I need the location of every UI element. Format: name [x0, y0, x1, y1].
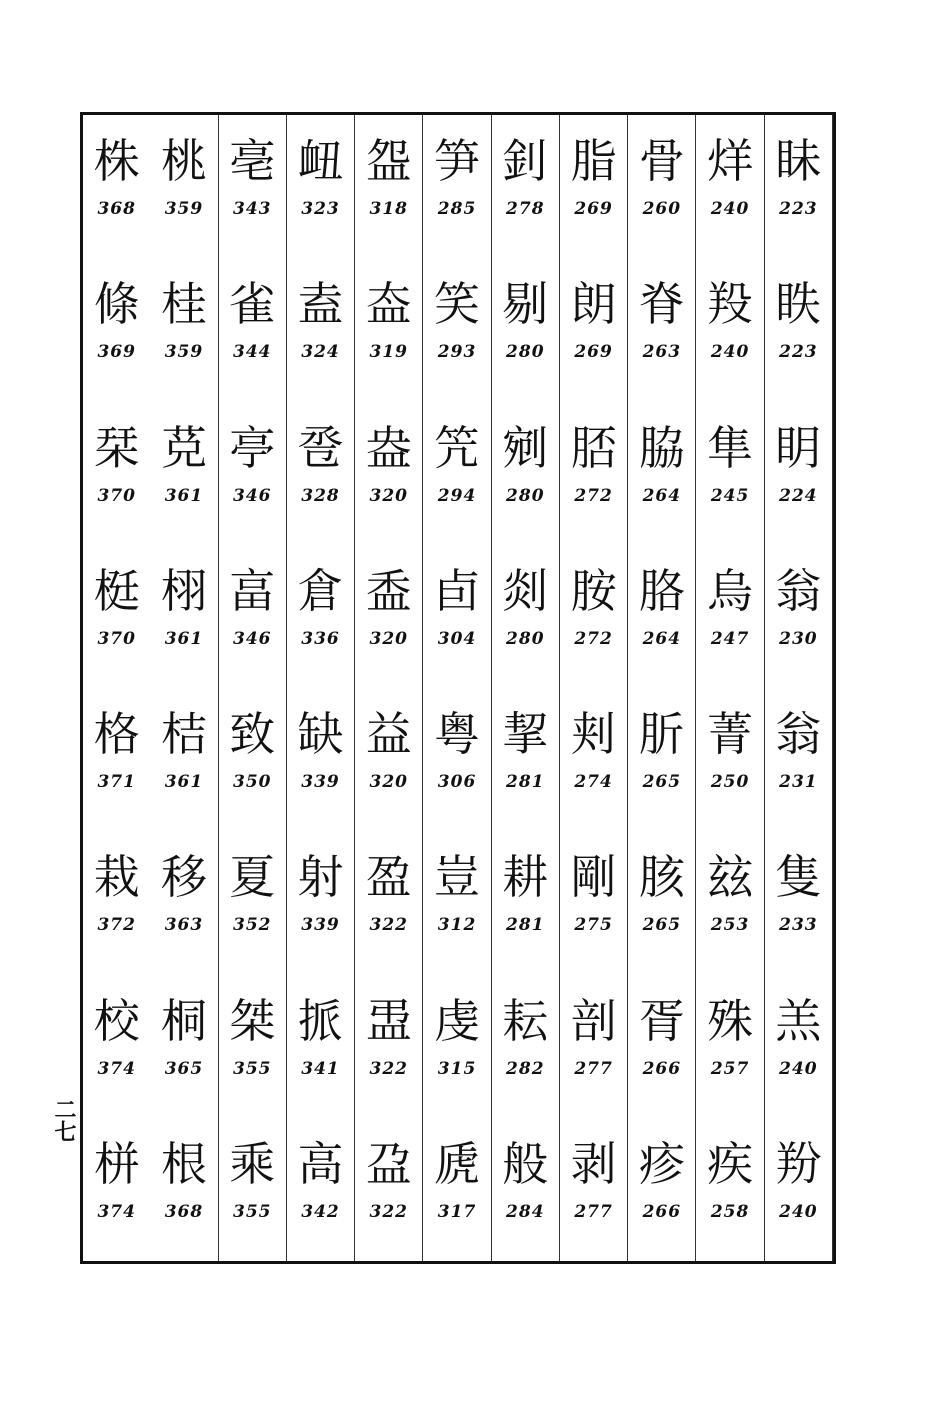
entry-character: 倉 — [297, 563, 344, 618]
index-entry — [492, 115, 559, 258]
entry-character: 眀 — [775, 420, 822, 475]
index-entry — [696, 258, 763, 401]
entry-character: 株 — [93, 134, 140, 188]
index-entry — [765, 688, 832, 831]
entry-character: 粤 — [434, 707, 481, 761]
entry-page-number: 230 — [779, 628, 818, 649]
entry-character: 盌 — [365, 134, 412, 188]
entry-page-number: 370 — [97, 485, 136, 506]
entry-page-number: 372 — [97, 915, 136, 936]
page-number: 二七 — [51, 1098, 76, 1142]
index-entry — [355, 831, 422, 974]
entry-character: 條 — [93, 277, 140, 332]
index-entry — [83, 402, 150, 545]
entry-character: 莌 — [160, 420, 207, 475]
index-entry — [765, 975, 832, 1118]
index-entry — [150, 402, 217, 545]
index-entry — [423, 688, 490, 831]
entry-page-number: 355 — [232, 1201, 272, 1222]
entry-page-number: 336 — [301, 628, 340, 649]
entry-page-number: 257 — [710, 1058, 750, 1079]
entry-page-number: 350 — [232, 772, 272, 792]
index-entry — [696, 115, 763, 258]
entry-character: 缺 — [297, 707, 344, 761]
index-entry — [560, 975, 627, 1118]
entry-character: 胺 — [570, 563, 617, 618]
entry-character: 射 — [297, 850, 344, 905]
entry-page-number: 284 — [506, 1201, 545, 1222]
index-column — [83, 115, 150, 1261]
entry-character: 隼 — [707, 420, 754, 475]
index-entry — [560, 258, 627, 401]
entry-character: 剖 — [570, 993, 617, 1048]
index-column — [560, 115, 628, 1261]
entry-character: 栞 — [93, 420, 140, 475]
index-entry — [560, 831, 627, 974]
index-entry — [696, 1118, 763, 1261]
entry-character: 脇 — [638, 420, 685, 475]
entry-page-number: 352 — [232, 915, 272, 936]
entry-page-number: 346 — [232, 628, 272, 649]
index-entry — [355, 545, 422, 688]
index-entry — [765, 545, 832, 688]
index-column — [219, 115, 287, 1261]
entry-character: 胲 — [638, 850, 685, 905]
entry-character: 虒 — [434, 1136, 481, 1191]
entry-character: 笑 — [434, 277, 481, 332]
entry-page-number: 245 — [710, 485, 750, 506]
entry-page-number: 285 — [437, 199, 477, 219]
entry-character: 剔 — [502, 277, 549, 332]
entry-page-number: 265 — [642, 915, 682, 936]
entry-page-number: 342 — [301, 1201, 340, 1222]
entry-page-number: 304 — [437, 628, 477, 649]
entry-page-number: 266 — [642, 1058, 682, 1079]
entry-character: 脴 — [570, 420, 617, 475]
index-entry — [696, 975, 763, 1118]
entry-page-number: 272 — [574, 628, 613, 649]
entry-page-number: 371 — [97, 772, 136, 792]
entry-page-number: 355 — [232, 1058, 272, 1079]
index-entry — [150, 115, 217, 258]
entry-page-number: 275 — [574, 915, 613, 936]
entry-page-number: 240 — [710, 342, 750, 363]
entry-page-number: 277 — [574, 1058, 613, 1079]
entry-page-number: 265 — [642, 772, 682, 792]
entry-character: 脊 — [638, 277, 685, 332]
entry-page-number: 274 — [574, 772, 613, 792]
index-entry — [696, 831, 763, 974]
index-entry — [423, 975, 490, 1118]
index-entry — [696, 545, 763, 688]
entry-character: 桐 — [160, 993, 207, 1048]
index-entry — [560, 115, 627, 258]
index-entry — [83, 688, 150, 831]
entry-character: 挀 — [297, 993, 344, 1048]
entry-character: 移 — [160, 850, 207, 905]
index-entry — [628, 688, 695, 831]
entry-page-number: 363 — [164, 915, 204, 936]
entry-character: 盇 — [365, 277, 412, 332]
index-entry — [355, 258, 422, 401]
index-entry — [696, 688, 763, 831]
index-entry — [219, 402, 286, 545]
entry-character: 栟 — [93, 1136, 140, 1191]
index-entry — [150, 1118, 217, 1261]
index-entry — [83, 545, 150, 688]
entry-page-number: 374 — [97, 1201, 136, 1222]
entry-page-number: 263 — [642, 342, 682, 363]
entry-page-number: 320 — [369, 772, 409, 792]
entry-character: 朗 — [570, 277, 617, 332]
index-entry — [628, 1118, 695, 1261]
index-entry — [423, 1118, 490, 1261]
entry-page-number: 320 — [369, 628, 409, 649]
entry-character: 桂 — [160, 277, 207, 332]
entry-character: 亳 — [229, 134, 276, 188]
index-entry — [628, 402, 695, 545]
entry-character: 盍 — [297, 277, 344, 332]
entry-page-number: 319 — [369, 342, 409, 363]
index-entry — [83, 831, 150, 974]
entry-page-number: 322 — [369, 915, 409, 936]
entry-page-number: 269 — [574, 342, 613, 363]
entry-page-number: 223 — [779, 199, 818, 219]
entry-character: 亭 — [229, 420, 276, 475]
index-column — [423, 115, 491, 1261]
entry-page-number: 339 — [301, 915, 340, 936]
index-entry — [150, 258, 217, 401]
entry-character: 栩 — [160, 563, 207, 618]
index-entry — [492, 402, 559, 545]
entry-page-number: 272 — [574, 485, 613, 506]
entry-page-number: 359 — [164, 342, 204, 363]
entry-character: 盉 — [365, 563, 412, 618]
entry-character: 翁 — [775, 563, 822, 618]
entry-character: 梃 — [93, 563, 140, 618]
index-column — [628, 115, 696, 1261]
entry-character: 盎 — [365, 420, 412, 475]
entry-page-number: 341 — [301, 1058, 340, 1079]
entry-character: 剡 — [502, 563, 549, 618]
entry-page-number: 369 — [97, 342, 136, 363]
entry-character: 雀 — [229, 277, 276, 332]
entry-page-number: 280 — [506, 485, 545, 506]
entry-character: 盁 — [365, 1136, 412, 1191]
entry-page-number: 318 — [369, 199, 409, 219]
index-entry — [83, 975, 150, 1118]
index-entry — [287, 402, 354, 545]
entry-page-number: 278 — [506, 199, 545, 219]
entry-character: 玆 — [707, 850, 754, 905]
entry-character: 胳 — [638, 563, 685, 618]
entry-character: 栽 — [93, 850, 140, 905]
index-entry — [219, 975, 286, 1118]
entry-page-number: 258 — [710, 1201, 750, 1222]
entry-character: 疹 — [638, 1136, 685, 1191]
entry-character: 乘 — [229, 1136, 276, 1191]
entry-page-number: 247 — [710, 628, 750, 649]
entry-character: 殊 — [707, 993, 754, 1048]
entry-character: 烊 — [707, 134, 754, 188]
index-entry — [287, 545, 354, 688]
index-entry — [628, 975, 695, 1118]
entry-page-number: 293 — [437, 342, 477, 363]
index-column — [287, 115, 355, 1261]
entry-page-number: 361 — [164, 485, 204, 506]
index-entry — [492, 258, 559, 401]
entry-character: 羖 — [707, 277, 754, 332]
entry-character: 卣 — [434, 563, 481, 618]
index-entry — [765, 831, 832, 974]
entry-character: 卺 — [297, 420, 344, 475]
index-entry — [287, 688, 354, 831]
entry-character: 笐 — [434, 420, 481, 475]
entry-character: 烏 — [707, 563, 754, 618]
entry-character: 格 — [93, 707, 140, 761]
entry-character: 胥 — [638, 993, 685, 1048]
entry-character: 釗 — [502, 134, 549, 188]
entry-character: 隻 — [775, 850, 822, 905]
entry-page-number: 264 — [642, 485, 682, 506]
entry-character: 夏 — [229, 850, 276, 905]
entry-character: 盄 — [365, 993, 412, 1048]
entry-page-number: 260 — [642, 199, 682, 219]
entry-character: 疾 — [707, 1136, 754, 1191]
entry-character: 羔 — [775, 993, 822, 1048]
entry-character: 桃 — [160, 134, 207, 188]
index-entry — [150, 831, 217, 974]
entry-character: 般 — [502, 1136, 549, 1191]
entry-character: 笋 — [434, 134, 481, 188]
entry-page-number: 280 — [506, 628, 545, 649]
entry-page-number: 223 — [779, 342, 818, 363]
index-entry — [287, 1118, 354, 1261]
index-entry — [83, 1118, 150, 1261]
entry-character: 豈 — [434, 850, 481, 905]
entry-page-number: 320 — [369, 485, 409, 506]
entry-character: 耕 — [502, 850, 549, 905]
entry-page-number: 269 — [574, 199, 613, 219]
entry-page-number: 281 — [506, 772, 545, 792]
entry-character: 菁 — [707, 707, 754, 761]
index-entry — [628, 115, 695, 258]
entry-page-number: 361 — [164, 628, 204, 649]
entry-page-number: 365 — [164, 1058, 204, 1079]
index-entry — [150, 975, 217, 1118]
entry-character: 桔 — [160, 707, 207, 761]
index-column — [492, 115, 560, 1261]
index-entry — [423, 115, 490, 258]
entry-character: 校 — [93, 993, 140, 1048]
entry-page-number: 280 — [506, 342, 545, 363]
index-entry — [219, 545, 286, 688]
index-entry — [355, 115, 422, 258]
entry-character: 骨 — [638, 134, 685, 188]
index-entry — [423, 831, 490, 974]
index-entry — [219, 115, 286, 258]
entry-page-number: 281 — [506, 915, 545, 936]
entry-character: 挈 — [502, 707, 549, 761]
index-entry — [287, 115, 354, 258]
index-entry — [696, 402, 763, 545]
index-entry — [492, 1118, 559, 1261]
entry-character: 脂 — [570, 134, 617, 188]
entry-page-number: 374 — [97, 1058, 136, 1079]
index-entry — [560, 1118, 627, 1261]
index-entry — [355, 402, 422, 545]
index-entry — [219, 258, 286, 401]
entry-page-number: 343 — [232, 199, 272, 219]
entry-page-number: 346 — [232, 485, 272, 506]
index-entry — [765, 258, 832, 401]
index-column — [150, 115, 218, 1261]
index-entry — [355, 688, 422, 831]
entry-character: 畗 — [229, 563, 276, 618]
entry-page-number: 323 — [301, 199, 340, 219]
index-entry — [560, 545, 627, 688]
entry-page-number: 294 — [437, 485, 477, 506]
entry-character: 羒 — [775, 1136, 822, 1191]
entry-page-number: 277 — [574, 1201, 613, 1222]
entry-character: 高 — [297, 1136, 344, 1191]
index-entry — [219, 688, 286, 831]
character-index-table — [80, 112, 836, 1264]
entry-page-number: 253 — [710, 915, 750, 936]
entry-page-number: 282 — [506, 1058, 545, 1079]
entry-character: 眛 — [775, 134, 822, 188]
entry-character: 肵 — [638, 707, 685, 761]
index-entry — [423, 402, 490, 545]
index-entry — [628, 258, 695, 401]
index-entry — [83, 258, 150, 401]
entry-page-number: 324 — [301, 342, 340, 363]
entry-character: 桀 — [229, 993, 276, 1048]
index-entry — [83, 115, 150, 258]
index-column — [696, 115, 764, 1261]
index-entry — [287, 831, 354, 974]
entry-page-number: 240 — [779, 1058, 818, 1079]
entry-character: 盈 — [365, 850, 412, 905]
entry-page-number: 361 — [164, 772, 204, 792]
index-entry — [765, 115, 832, 258]
entry-character: 致 — [229, 707, 276, 761]
entry-page-number: 315 — [437, 1058, 477, 1079]
entry-page-number: 322 — [369, 1201, 409, 1222]
entry-page-number: 368 — [164, 1201, 204, 1222]
entry-page-number: 322 — [369, 1058, 409, 1079]
index-entry — [628, 831, 695, 974]
entry-page-number: 370 — [97, 628, 136, 649]
entry-character: 虔 — [434, 993, 481, 1048]
entry-page-number: 240 — [710, 199, 750, 219]
index-entry — [560, 402, 627, 545]
entry-character: 衄 — [297, 134, 344, 188]
entry-page-number: 266 — [642, 1201, 682, 1222]
index-entry — [150, 688, 217, 831]
index-column — [765, 115, 833, 1261]
entry-page-number: 317 — [437, 1201, 477, 1222]
entry-page-number: 250 — [710, 772, 750, 792]
index-entry — [492, 688, 559, 831]
entry-page-number: 306 — [437, 772, 477, 792]
index-entry — [560, 688, 627, 831]
entry-page-number: 359 — [164, 199, 204, 219]
entry-page-number: 240 — [779, 1201, 818, 1222]
entry-character: 眣 — [775, 277, 822, 332]
entry-page-number: 328 — [301, 485, 340, 506]
entry-character: 益 — [365, 707, 412, 761]
index-entry — [492, 545, 559, 688]
entry-page-number: 312 — [437, 915, 477, 936]
entry-character: 耘 — [502, 993, 549, 1048]
entry-page-number: 368 — [97, 199, 136, 219]
index-entry — [219, 1118, 286, 1261]
index-entry — [492, 831, 559, 974]
entry-character: 刾 — [570, 707, 617, 761]
entry-character: 剥 — [570, 1136, 617, 1191]
index-entry — [287, 258, 354, 401]
index-column — [355, 115, 423, 1261]
entry-page-number: 224 — [779, 485, 818, 506]
entry-character: 翁 — [775, 707, 822, 761]
index-entry — [423, 545, 490, 688]
index-entry — [492, 975, 559, 1118]
entry-page-number: 264 — [642, 628, 682, 649]
entry-page-number: 233 — [779, 915, 818, 936]
index-entry — [287, 975, 354, 1118]
index-entry — [219, 831, 286, 974]
entry-character: 剛 — [570, 850, 617, 905]
index-entry — [355, 975, 422, 1118]
index-entry — [423, 258, 490, 401]
entry-character: 剜 — [502, 420, 549, 475]
index-entry — [765, 402, 832, 545]
index-entry — [355, 1118, 422, 1261]
index-entry — [150, 545, 217, 688]
entry-page-number: 344 — [232, 342, 272, 363]
entry-page-number: 231 — [779, 772, 818, 792]
index-entry — [628, 545, 695, 688]
index-entry — [765, 1118, 832, 1261]
entry-character: 根 — [160, 1136, 207, 1191]
entry-page-number: 339 — [301, 772, 340, 792]
